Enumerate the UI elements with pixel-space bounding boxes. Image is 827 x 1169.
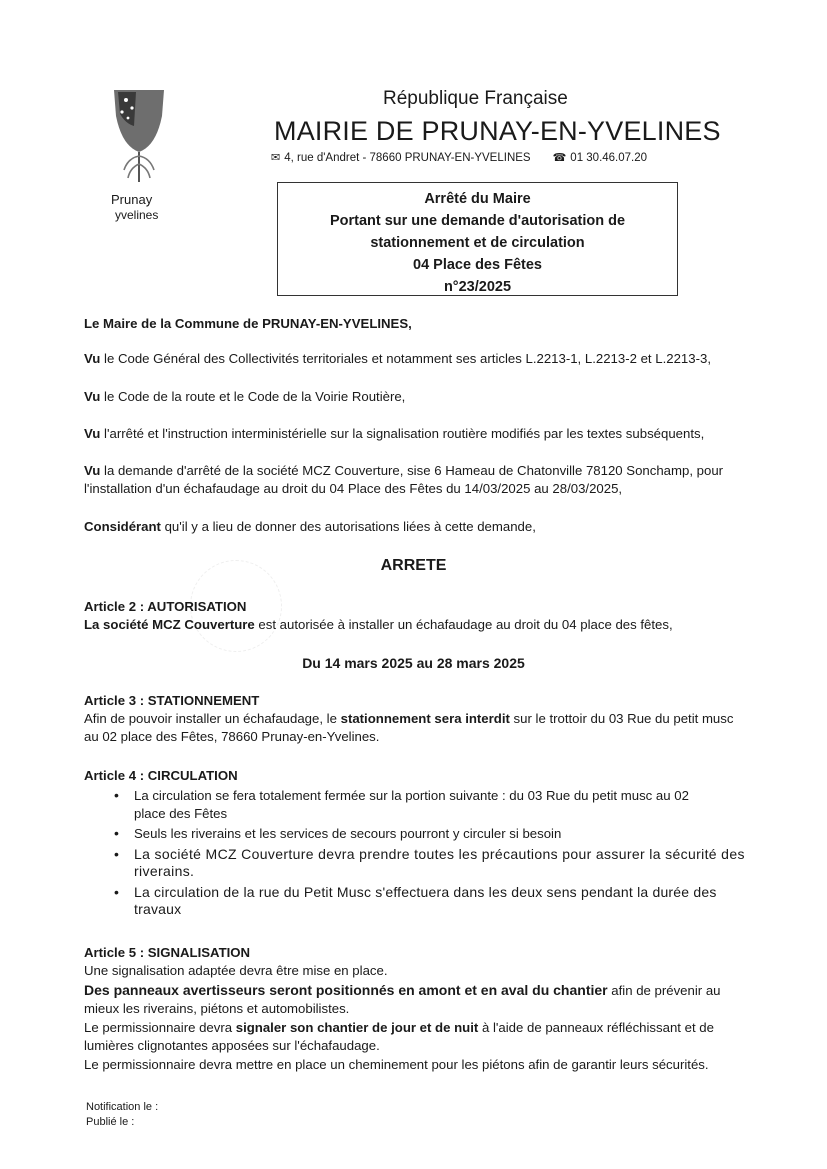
list-item: • La société MCZ Couverture devra prendre toutes les précautions pour assurer la sécurité des riverains. (108, 846, 745, 881)
article-3-heading: Article 3 : STATIONNEMENT (84, 693, 260, 708)
vu-1: Vu le Code Général des Collectivités territoriales et notamment ses articles L.2213-1, L.2213-2 et L.2213-3, (84, 351, 711, 366)
article-2-heading: Article 2 : AUTORISATION (84, 599, 247, 614)
title-line-3: stationnement et de circulation (370, 235, 585, 251)
article-3-text: Afin de pouvoir installer un échafaudage, le stationnement sera interdit sur le trottoir du 03 Rue du petit musc au 02 place des Fêtes, 78660 Prunay-en-Yvelines. (84, 711, 734, 744)
article-5-text: Une signalisation adaptée devra être mise en place. Des panneaux avertisseurs seront positionnés en amont et en aval du chantier afin de prévenir au mieux les riverains, piétons et automobilistes. Le permissionnaire devra signaler son chantier de jour et de nuit à l'aide de panneaux réfléchissant et de lumières clignotantes apposées sur l'échafaudage. Le permissionnaire devra mettre en place un cheminement pour les piétons afin de garantir leurs sécurités. (84, 963, 721, 1072)
article-5-heading: Article 5 : SIGNALISATION (84, 945, 251, 960)
phone-text: 01 30.46.07.20 (570, 151, 648, 164)
list-item: • Seuls les riverains et les services de secours pourront y circuler si besoin (108, 825, 745, 843)
article-4-heading: Article 4 : CIRCULATION (84, 768, 238, 783)
article-4-list (108, 787, 745, 919)
address-text: 4, rue d'Andret - 78660 PRUNAY-EN-YVELINES (284, 151, 531, 164)
republique-heading: République Française (383, 88, 568, 109)
list-item: • La circulation se fera totalement fermée sur la portion suivante : du 03 Rue du petit musc au 02 place des Fêtes (108, 787, 745, 822)
arrete-heading: ARRETE (380, 557, 447, 574)
publie-label: Publié le : (86, 1116, 135, 1128)
list-item: • La circulation de la rue du Petit Musc s'effectuera dans les deux sens pendant la durée des travaux (108, 884, 745, 919)
mairie-heading: MAIRIE DE PRUNAY-EN-YVELINES (274, 116, 721, 146)
logo-text-yvelines: yvelines (115, 208, 159, 222)
title-line-2: Portant sur une demande d'autorisation de (329, 213, 626, 229)
maire-line: Le Maire de la Commune de PRUNAY-EN-YVELINES, (84, 316, 412, 331)
title-line-5: n°23/2025 (443, 279, 512, 295)
title-line-1: Arrêté du Maire (424, 191, 531, 207)
municipal-logo (106, 86, 172, 191)
vu-2: Vu le Code de la route et le Code de la Voirie Routière, (84, 389, 406, 404)
notification-label: Notification le : (86, 1101, 159, 1113)
logo-emblem-icon (106, 86, 172, 186)
arrete-title-box (277, 182, 678, 296)
considerant-line: Considérant qu'il y a lieu de donner des autorisations liées à cette demande, (84, 519, 536, 534)
vu-4: Vu la demande d'arrêté de la société MCZ Couverture, sise 6 Hameau de Chatonville 78120 Sonchamp, pour l'installation d'un échafaudage au droit du 04 Place des Fêtes du 14/03/2025 au 28/03/2025, (84, 463, 724, 496)
phone-icon: ☎ (552, 152, 567, 164)
logo-text-prunay: Prunay (111, 192, 153, 207)
vu-3: Vu l'arrêté et l'instruction interministérielle sur la signalisation routière modifiés par les textes subséquents, (84, 426, 705, 441)
article-2-text: La société MCZ Couverture est autorisée à installer un échafaudage au droit du 04 place des fêtes, (84, 617, 673, 632)
contact-line (271, 151, 647, 164)
article-2-dates: Du 14 mars 2025 au 28 mars 2025 (302, 655, 525, 671)
title-line-4: 04 Place des Fêtes (413, 257, 542, 273)
envelope-icon: ✉ (271, 152, 281, 164)
